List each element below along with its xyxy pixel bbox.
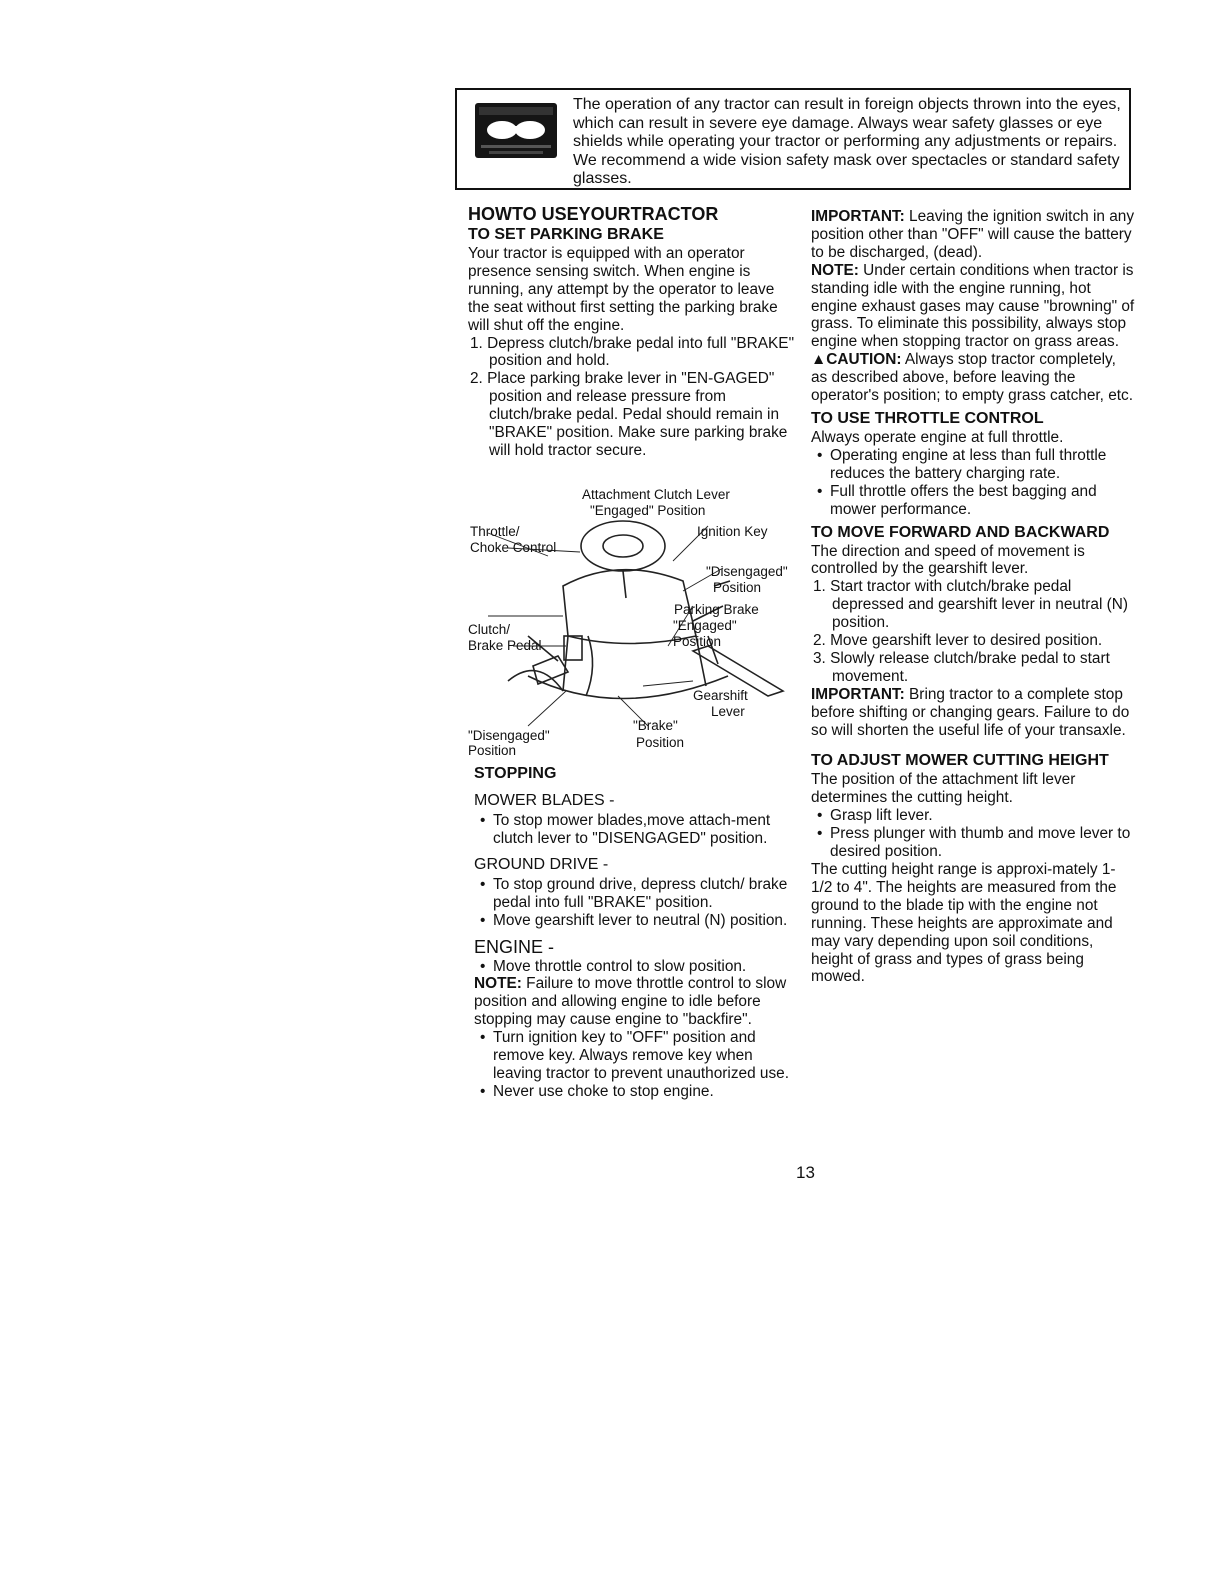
list-item: • To stop ground drive, depress clutch/ brake pedal into full "BRAKE" position.: [474, 876, 799, 912]
important-text: Bring tractor to a complete stop before shifting or changing gears. Failure to do so will shorten the useful life of your transaxle.: [811, 685, 1130, 739]
left-column-bottom: [474, 764, 799, 1101]
diagram-label: Brake Pedal: [468, 638, 542, 653]
ground-drive-heading: GROUND DRIVE -: [474, 855, 609, 873]
list-item: • Full throttle offers the best bagging and mower performance.: [811, 483, 1136, 519]
left-column-top: [468, 203, 798, 460]
diagram-label: Position: [468, 743, 517, 758]
throttle-heading: TO USE THROTTLE CONTROL: [811, 409, 1044, 427]
parking-step: 2. Place parking brake lever in "EN-GAGED" position and release pressure from clutch/brake pedal. Pedal should remain in "BRAKE" position. Make sure parking brake will hold tractor secure.: [470, 370, 788, 459]
parking-brake-heading: TO SET PARKING BRAKE: [468, 226, 664, 243]
exhaust-note: [811, 262, 1136, 352]
diagram-label: Gearshift: [693, 688, 748, 703]
diagram-label: Position: [713, 580, 762, 595]
diagram-label: Parking Brake: [674, 602, 759, 617]
list-item: • Move gearshift lever to neutral (N) position.: [474, 912, 799, 930]
note-label: NOTE:: [474, 975, 522, 993]
diagram-label: Lever: [711, 704, 745, 719]
diagram-label: Attachment Clutch Lever: [582, 487, 730, 502]
move-step: 1. Start tractor with clutch/brake pedal depressed and gearshift lever in neutral (N) position.: [813, 578, 1128, 632]
diagram-label: Ignition Key: [697, 524, 768, 539]
mower-blades-heading: MOWER BLADES -: [474, 792, 615, 809]
important-note: [811, 208, 1136, 262]
note-text: Under certain conditions when tractor is standing idle with the engine running, hot engine exhaust gases may cause "browning" of grass. To eliminate this possibility, always stop engine when stopping tractor on grass areas.: [811, 261, 1135, 351]
caution-note: [811, 351, 1136, 405]
move-step: 3. Slowly release clutch/brake pedal to start movement.: [813, 649, 1110, 685]
engine-note: [474, 975, 799, 1029]
diagram-label: "Disengaged": [468, 728, 550, 743]
diagram-label: Choke Control: [470, 540, 557, 555]
important-note: [811, 686, 1136, 740]
right-column: [811, 208, 1136, 986]
parking-intro: Your tractor is equipped with an operator presence sensing switch. When engine is running, any attempt by the operator to leave the seat without first setting the parking brake will shut off the engine.: [468, 245, 778, 334]
diagram-label: "Engaged" Position: [590, 503, 706, 518]
safety-glasses-icon: [475, 103, 557, 158]
important-text: Leaving the ignition switch in any position other than "OFF" will cause the battery to be discharged, (dead).: [811, 208, 1135, 261]
move-heading: TO MOVE FORWARD AND BACKWARD: [811, 523, 1110, 541]
diagram-label: Position: [673, 634, 722, 649]
height-body: The cutting height range is approxi-mately 1-1/2 to 4". The heights are measured from the ground to the blade tip with the engine not running. These heights are approximate and may vary depending upon soil conditions, height of grass and types of grass being mowed.: [811, 861, 1117, 986]
diagram-label: Position: [636, 735, 685, 750]
list-item: • Turn ignition key to "OFF" position and remove key. Always remove key when leaving tractor to prevent unauthorized use.: [474, 1029, 799, 1083]
note-label: NOTE:: [811, 261, 859, 279]
section-title: HOWTO USEYOURTRACTOR: [468, 204, 719, 224]
throttle-intro: Always operate engine at full throttle.: [811, 428, 1064, 446]
list-item: • Operating engine at less than full throttle reduces the battery charging rate.: [811, 447, 1136, 483]
diagram-label: "Brake": [633, 718, 678, 733]
warning-text: The operation of any tractor can result in foreign objects thrown into the eyes, which can result in severe eye damage. Always wear safety glasses or eye shields while operating your tractor or performing any adjustments or repairs. We recommend a wide vision safety mask over spectacles or standard safety glasses.: [573, 96, 1121, 188]
list-item: • Never use choke to stop engine.: [474, 1083, 799, 1101]
list-item: • Grasp lift lever.: [811, 807, 1136, 825]
move-intro: The direction and speed of movement is controlled by the gearshift lever.: [811, 542, 1085, 578]
diagram-label: "Disengaged": [706, 564, 788, 579]
caution-label: CAUTION:: [826, 351, 902, 369]
cutting-height-heading: TO ADJUST MOWER CUTTING HEIGHT: [811, 752, 1109, 770]
engine-heading: ENGINE -: [474, 936, 555, 957]
height-intro: The position of the attachment lift lever determines the cutting height.: [811, 771, 1076, 807]
engine-note-text: Failure to move throttle control to slow position and allowing engine to idle before stopping may cause engine to "backfire".: [474, 975, 787, 1029]
list-item: • Move throttle control to slow position.: [474, 958, 799, 976]
page-number: 13: [796, 1163, 815, 1182]
caution-icon: ▲: [811, 351, 827, 369]
diagram-label: Throttle/: [470, 524, 520, 539]
stopping-heading: STOPPING: [474, 765, 557, 782]
move-step: 2. Move gearshift lever to desired position.: [813, 632, 1103, 650]
list-item: • Press plunger with thumb and move lever to desired position.: [811, 825, 1136, 861]
diagram-label: "Engaged": [673, 618, 737, 633]
diagram-label: Clutch/: [468, 622, 511, 637]
caution-text: Always stop tractor completely, as described above, before leaving the operator's position; to empty grass catcher, etc.: [811, 351, 1134, 405]
parking-step: 1. Depress clutch/brake pedal into full "BRAKE" position and hold.: [470, 334, 795, 370]
important-label: IMPORTANT:: [811, 685, 905, 703]
list-item: • To stop mower blades,move attach-ment clutch lever to "DISENGAGED" position.: [474, 812, 799, 848]
important-label: IMPORTANT:: [811, 208, 905, 225]
tractor-controls-diagram: [468, 486, 798, 761]
